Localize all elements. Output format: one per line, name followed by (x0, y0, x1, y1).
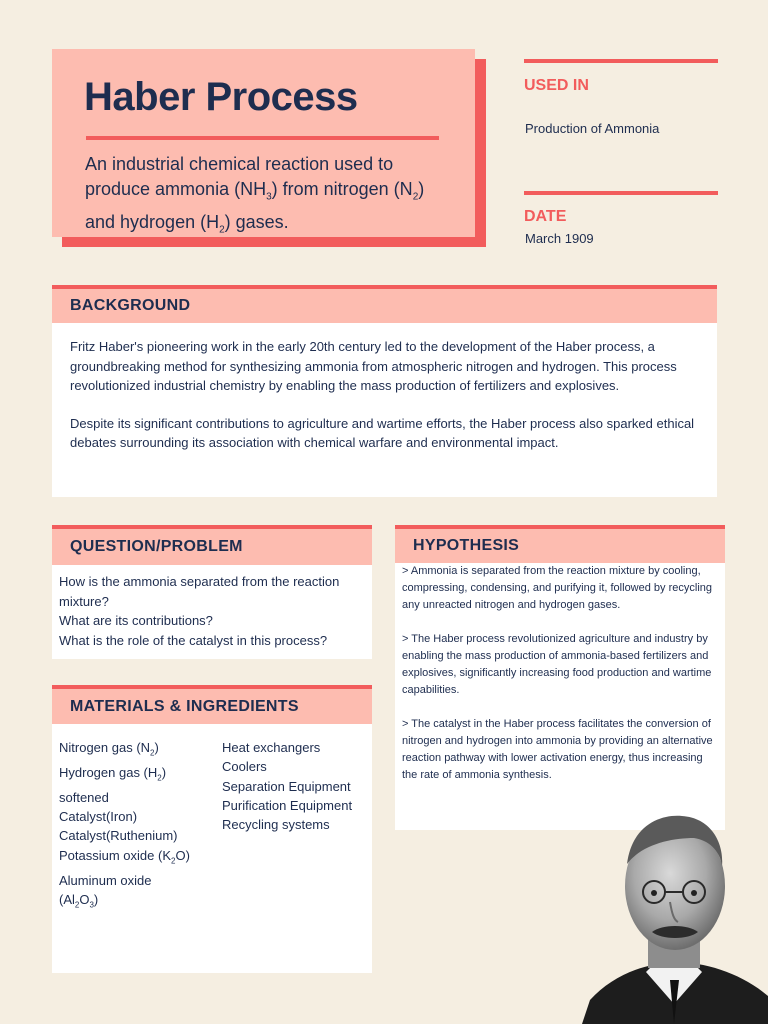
title-divider (86, 136, 439, 140)
background-body (70, 337, 705, 453)
material-text: Nitrogen gas (N (59, 740, 151, 755)
material-text: Potassium oxide (K (59, 847, 171, 863)
material-subscript: 2 (171, 856, 176, 866)
material-text: softened (59, 789, 109, 805)
date-label: DATE (524, 208, 567, 225)
material-subscript: 2 (157, 773, 162, 783)
question-body (59, 572, 369, 650)
material-subscript: 3 (89, 900, 94, 910)
material-subscript: 2 (150, 748, 155, 758)
date-divider (524, 191, 718, 195)
material-text: (Al (59, 891, 75, 907)
material-item (59, 846, 219, 871)
equipment-item: Purification Equipment (222, 797, 353, 813)
portrait-photo (582, 804, 768, 1024)
materials-heading: MATERIALS & INGREDIENTS (70, 697, 299, 715)
material-text: Catalyst(Iron) (59, 809, 138, 825)
page-title: Haber Process (84, 75, 358, 119)
question-header (52, 525, 372, 565)
equipment-item: Separation Equipment (222, 778, 351, 794)
material-text: ) (93, 891, 99, 907)
material-subscript: 2 (74, 900, 80, 910)
used-in-divider (524, 59, 718, 63)
subtitle-subscript: 2 (219, 224, 225, 236)
subtitle-text: ) and hydrogen (H (85, 178, 425, 232)
used-in-value: Production of Ammonia (525, 121, 660, 136)
background-heading: BACKGROUND (70, 297, 191, 314)
subtitle-text: ) from nitrogen (N (271, 178, 413, 199)
material-text: O (79, 891, 90, 907)
material-item (59, 763, 219, 788)
material-text: ) (154, 740, 159, 755)
equipment-item: Heat exchangers (222, 740, 321, 755)
material-text: Catalyst(Ruthenium) (59, 828, 178, 844)
subtitle-text: An industrial chemical reaction used to produce ammonia (NH (85, 154, 394, 199)
equipment-item: Recycling systems (222, 817, 330, 833)
material-text: O) (175, 847, 190, 863)
background-paragraph: Fritz Haber's pioneering work in the early 20th century led to the development of the Haber process, a groundbreaking method for synthesizing ammonia from atmospheric nitrogen and hydrogen. This process revolutionized industrial chemistry by enabling the mass production of fertilizers and explosives. (70, 339, 677, 393)
material-item (59, 807, 219, 826)
question-line: How is the ammonia separated from the reaction mixture? (59, 574, 340, 609)
hypothesis-paragraph: > The catalyst in the Haber process facilitates the conversion of nitrogen and hydrogen into ammonia by providing an alternative reaction pathway with lower activation energy, thus increasing the rate of ammonia synthesis. (402, 718, 713, 781)
hypothesis-paragraph: > The Haber process revolutionized agriculture and industry by enabling the mass production of ammonia-based fertilizers and explosives, significantly increasing food production and wartime capabilities. (402, 633, 712, 696)
hypothesis-heading: HYPOTHESIS (413, 537, 520, 554)
hypothesis-body (402, 563, 716, 784)
background-paragraph: Despite its significant contributions to agriculture and wartime efforts, the Haber process also sparked ethical debates surrounding its association with chemical warfare and environmental impact. (70, 415, 695, 450)
material-item (59, 738, 219, 763)
materials-list-left (59, 738, 219, 915)
question-heading: QUESTION/PROBLEM (70, 538, 243, 555)
equipment-item: Coolers (222, 759, 267, 775)
materials-list-right (222, 738, 372, 834)
material-item (59, 788, 219, 807)
subtitle-subscript: 2 (412, 191, 419, 203)
material-text: Hydrogen gas (H (59, 764, 158, 780)
title-box (52, 49, 475, 237)
page-subtitle (85, 152, 445, 243)
subtitle-subscript: 3 (266, 191, 272, 203)
date-value: March 1909 (525, 231, 594, 246)
hypothesis-paragraph: > Ammonia is separated from the reaction mixture by cooling, compressing, condensing, and purifying it, followed by recycling any unreacted nitrogen and hydrogen gases. (402, 565, 712, 611)
background-header (52, 285, 717, 323)
material-item (59, 826, 219, 845)
used-in-label: USED IN (524, 77, 589, 94)
material-text: ) (161, 764, 167, 780)
hypothesis-header (395, 525, 725, 563)
question-line: What are its contributions? (59, 613, 213, 628)
material-item (59, 890, 219, 915)
material-item (59, 871, 219, 890)
materials-header (52, 685, 372, 724)
question-line: What is the role of the catalyst in this process? (59, 632, 328, 648)
subtitle-text: ) gases. (224, 211, 289, 232)
material-text: Aluminum oxide (59, 872, 152, 888)
